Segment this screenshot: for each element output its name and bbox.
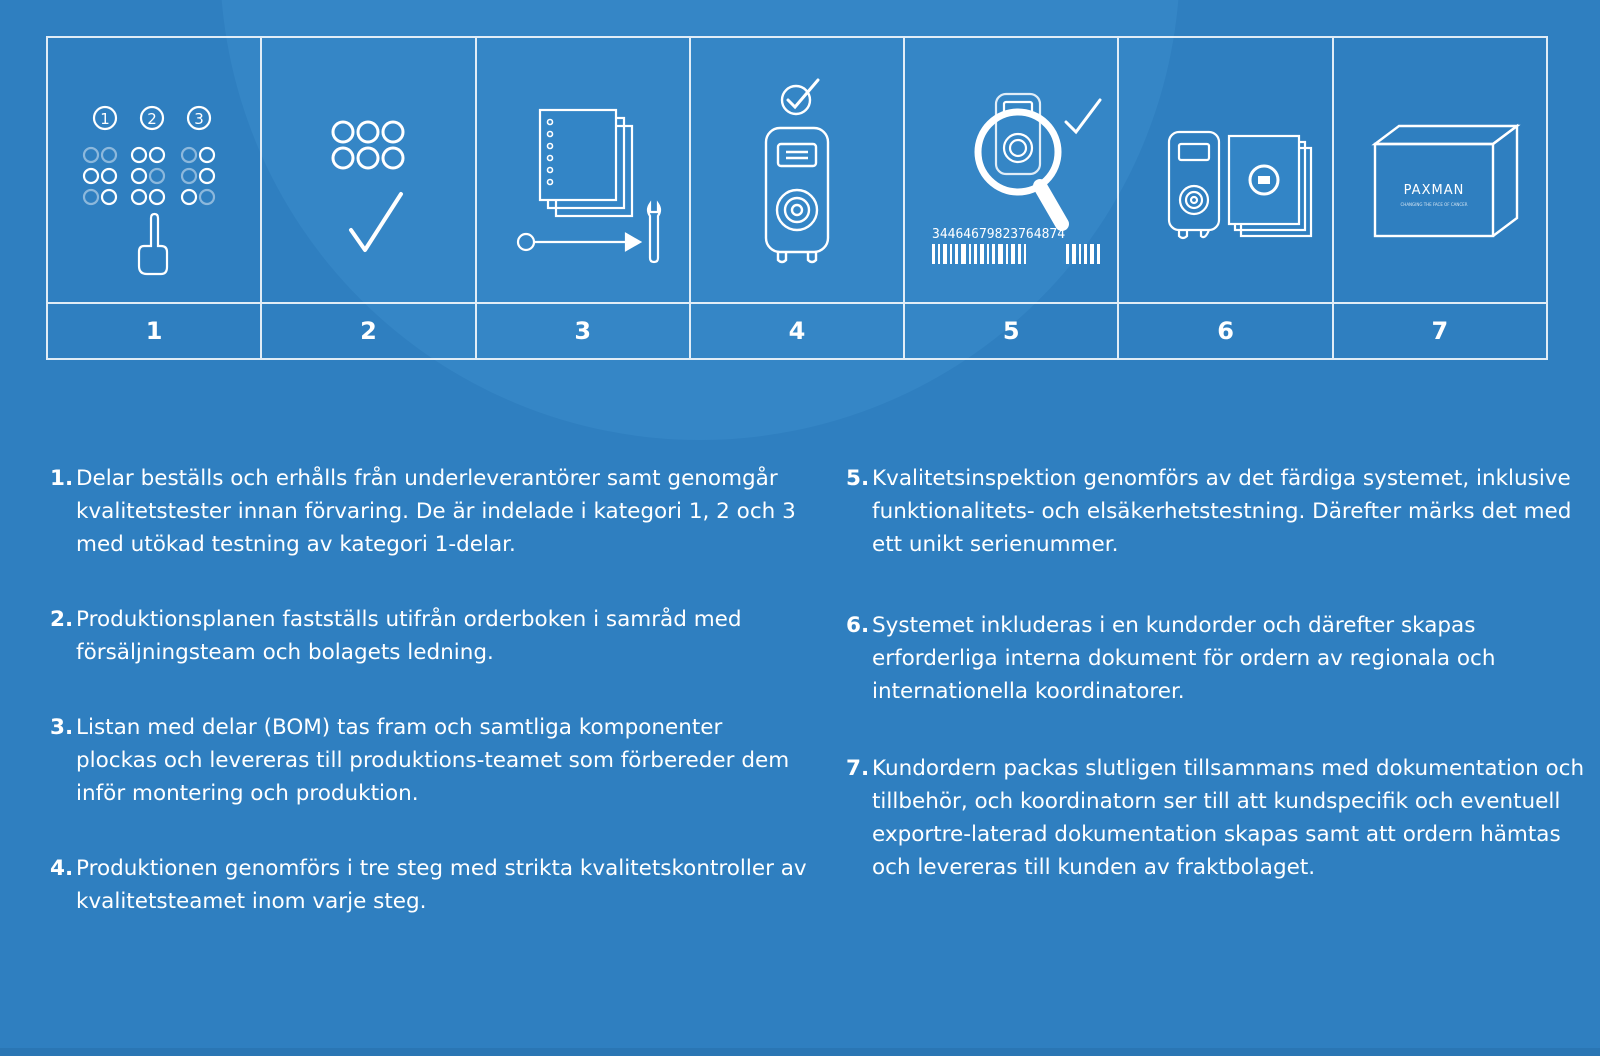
- svg-text:3: 3: [194, 110, 204, 128]
- process-cell-4: [691, 38, 905, 358]
- step-7: [846, 752, 1586, 884]
- process-cell-7: [1334, 38, 1546, 358]
- cell-number: 6: [1217, 317, 1234, 345]
- step-number: 6.: [846, 613, 870, 638]
- step-number: 7.: [846, 756, 870, 781]
- barcode-number: 34464679823764874: [932, 227, 1066, 242]
- documents-tools-icon: [488, 60, 678, 280]
- step-number: 4.: [50, 856, 74, 881]
- steps-right-column: [846, 462, 1586, 926]
- plan-approved-icon: [273, 60, 463, 280]
- process-cell-6: [1119, 38, 1333, 358]
- step-text: Kundordern packas slutligen tillsammans med dokumentation och tillbehör, och koordinatorn ser till att kundspecifik och eventuell exportre-laterad dokumentation skapas samt att ordern hämtas och levereras till kunden av fraktbolaget.: [872, 756, 1585, 880]
- step-number: 1.: [50, 466, 74, 491]
- step-5: [846, 462, 1586, 561]
- step-6: [846, 609, 1586, 708]
- parts-selection-icon: [59, 60, 249, 280]
- process-cell-1: [48, 38, 262, 358]
- box-brand-tagline: CHANGING THE FACE OF CANCER: [1400, 202, 1468, 207]
- step-text: Listan med delar (BOM) tas fram och samtliga komponenter plockas och levereras till produktions-teamet som förbereder dem inför montering och produktion.: [76, 715, 790, 806]
- step-text: Delar beställs och erhålls från underleverantörer samt genomgår kvalitetstester innan förvaring. De är indelade i kategori 1, 2 och 3 med utökad testning av kategori 1-delar.: [76, 466, 796, 557]
- step-2: [50, 603, 810, 669]
- step-text: Produktionsplanen fastställs utifrån orderboken i samråd med försäljningsteam och bolagets ledning.: [76, 607, 742, 665]
- svg-text:1: 1: [100, 110, 110, 128]
- step-number: 5.: [846, 466, 870, 491]
- step-4: [50, 852, 810, 918]
- cell-number: 7: [1431, 317, 1449, 345]
- box-brand-label: PAXMAN: [1403, 183, 1465, 198]
- cell-number: 3: [574, 317, 592, 345]
- process-cell-5: [905, 38, 1119, 358]
- inspection-barcode-icon: [916, 60, 1106, 280]
- packaged-box-icon: [1345, 60, 1535, 280]
- device-documents-icon: [1131, 60, 1321, 280]
- step-text: Produktionen genomförs i tre steg med strikta kvalitetskontroller av kvalitetsteamet inom varje steg.: [76, 856, 807, 914]
- quality-checked-device-icon: [702, 60, 892, 280]
- process-cell-3: [477, 38, 691, 358]
- step-text: Systemet inkluderas i en kundorder och därefter skapas erforderliga interna dokument för ordern av regionala och internationella koordinatorer.: [872, 613, 1496, 704]
- cell-number: 5: [1002, 317, 1020, 345]
- cell-number: 4: [788, 317, 806, 345]
- process-cell-2: [262, 38, 476, 358]
- step-number: 2.: [50, 607, 74, 632]
- step-1: [50, 462, 810, 561]
- cell-number: 2: [360, 317, 377, 345]
- steps-left-column: [50, 462, 810, 960]
- cell-number: 1: [145, 317, 163, 345]
- svg-text:2: 2: [147, 110, 157, 128]
- background-band: [0, 1048, 1600, 1056]
- step-3: [50, 711, 810, 810]
- process-grid: [46, 36, 1548, 360]
- step-text: Kvalitetsinspektion genomförs av det färdiga systemet, inklusive funktionalitets- och elsäkerhetstestning. Därefter märks det med ett unikt serienummer.: [872, 466, 1572, 557]
- step-number: 3.: [50, 715, 74, 740]
